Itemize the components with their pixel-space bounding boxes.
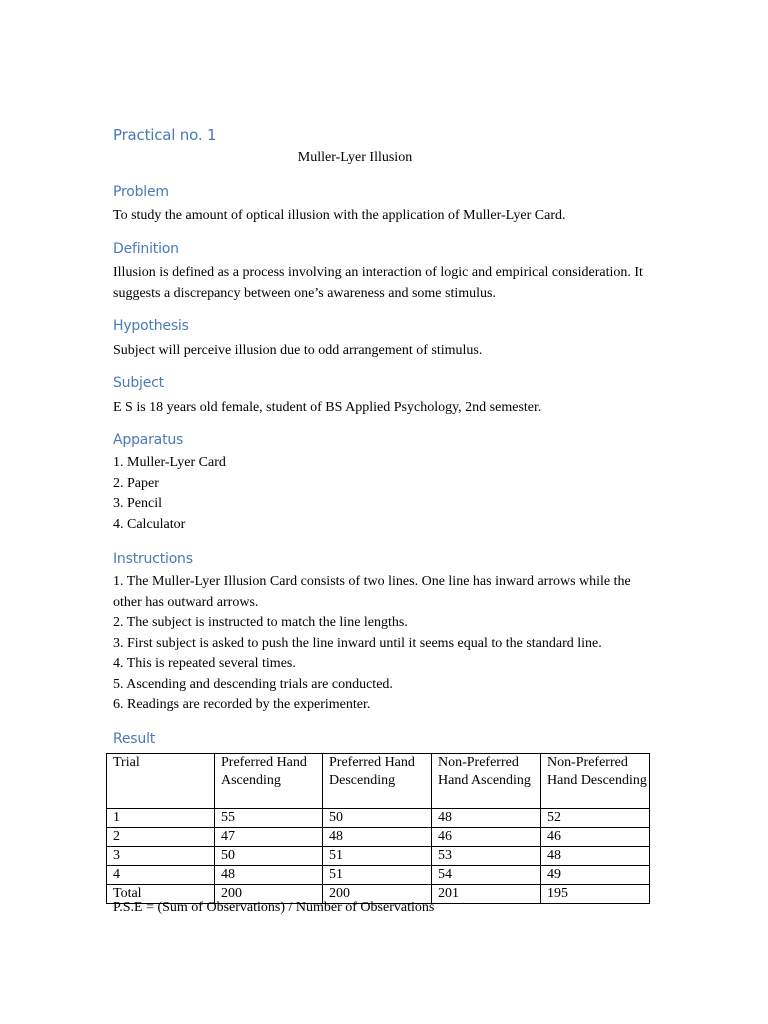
subject-heading: Subject [113, 375, 164, 391]
table-cell: 50 [323, 809, 432, 828]
subject-text: E S is 18 years old female, student of BS Applied Psychology, 2nd semester. [113, 400, 542, 415]
instruction-item: 6. Readings are recorded by the experimenter. [113, 697, 371, 712]
apparatus-item: 4. Calculator [113, 516, 186, 532]
definition-heading: Definition [113, 241, 179, 257]
table-cell: 48 [541, 847, 650, 866]
instructions-heading: Instructions [113, 551, 193, 567]
table-cell: 52 [541, 809, 650, 828]
table-cell: 46 [432, 828, 541, 847]
document-subtitle: Muller-Lyer Illusion [297, 150, 413, 165]
pse-formula: P.S.E = (Sum of Observations) / Number of Observations [113, 900, 435, 915]
table-cell: 195 [541, 885, 650, 904]
table-row [107, 866, 650, 885]
table-cell: 55 [215, 809, 323, 828]
table-header-cell: Trial [107, 754, 215, 809]
table-cell: 200 [215, 885, 323, 904]
page-title: Practical no. 1 [113, 126, 217, 144]
table-cell: 48 [432, 809, 541, 828]
result-table [106, 753, 650, 904]
problem-heading: Problem [113, 184, 169, 200]
table-cell: 48 [323, 828, 432, 847]
apparatus-heading: Apparatus [113, 432, 184, 448]
definition-text: Illusion is defined as a process involving an interaction of logic and empirical consideration. It suggests a discrepancy between one’s awareness and some stimulus. [113, 265, 643, 301]
hypothesis-heading: Hypothesis [113, 318, 189, 334]
instructions-list [113, 572, 658, 716]
table-cell: 54 [432, 866, 541, 885]
table-cell: 49 [541, 866, 650, 885]
apparatus-item: 3. Pencil [113, 496, 162, 511]
instruction-item: 4. This is repeated several times. [113, 656, 296, 671]
table-cell: 1 [107, 809, 215, 828]
table-header-cell: Non-Preferred Hand Descending [541, 754, 650, 809]
problem-text: To study the amount of optical illusion with the application of Muller-Lyer Card. [113, 208, 566, 223]
table-header-row [107, 754, 650, 809]
instruction-item: 5. Ascending and descending trials are conducted. [113, 676, 393, 692]
table-cell: 47 [215, 828, 323, 847]
table-cell: 48 [215, 866, 323, 885]
hypothesis-text: Subject will perceive illusion due to odd arrangement of stimulus. [113, 343, 483, 358]
apparatus-item: 1. Muller-Lyer Card [113, 455, 226, 470]
table-cell: 200 [323, 885, 432, 904]
instruction-item: 2. The subject is instructed to match the line lengths. [113, 615, 408, 630]
table-header-cell: Preferred Hand Descending [323, 754, 432, 809]
instruction-item: 1. The Muller-Lyer Illusion Card consists of two lines. One line has inward arrows while the other has outward arrows. [113, 574, 631, 610]
table-row [107, 809, 650, 828]
table-header-cell: Non-Preferred Hand Ascending [432, 754, 541, 809]
table-cell: 50 [215, 847, 323, 866]
instruction-item: 3. First subject is asked to push the line inward until it seems equal to the standard line. [113, 635, 602, 651]
table-cell: Total [107, 885, 215, 904]
apparatus-list [113, 453, 658, 535]
table-cell: 4 [107, 866, 215, 885]
result-heading: Result [113, 731, 156, 747]
table-cell: 201 [432, 885, 541, 904]
table-cell: 51 [323, 847, 432, 866]
table-cell: 53 [432, 847, 541, 866]
table-header-cell: Preferred Hand Ascending [215, 754, 323, 809]
apparatus-item: 2. Paper [113, 475, 159, 491]
table-cell: 2 [107, 828, 215, 847]
table-row [107, 828, 650, 847]
table-cell: 3 [107, 847, 215, 866]
table-cell: 46 [541, 828, 650, 847]
table-row [107, 847, 650, 866]
table-cell: 51 [323, 866, 432, 885]
